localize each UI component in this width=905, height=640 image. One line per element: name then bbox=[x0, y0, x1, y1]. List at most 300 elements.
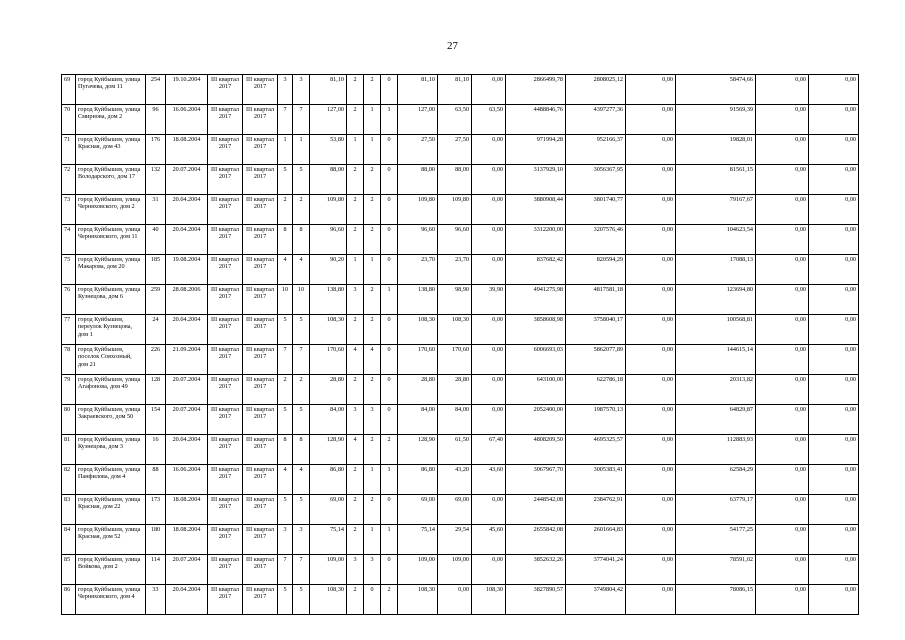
table-cell: III квартал 2017 bbox=[243, 525, 278, 555]
table-cell: 3858608,98 bbox=[506, 315, 566, 345]
housing-registry-table bbox=[61, 74, 859, 615]
table-cell: III квартал 2017 bbox=[208, 585, 243, 615]
table-cell: 20.04.2004 bbox=[166, 315, 208, 345]
table-cell: 2 bbox=[364, 375, 381, 405]
table-cell: 84,00 bbox=[438, 405, 472, 435]
table-cell: 2 bbox=[347, 75, 364, 105]
table-cell: 3 bbox=[347, 405, 364, 435]
table-cell: 0,00 bbox=[809, 555, 859, 585]
table-cell: 259 bbox=[146, 285, 166, 315]
table-cell: 83 bbox=[62, 495, 76, 525]
table-cell: 8 bbox=[293, 225, 310, 255]
table-cell: 86,80 bbox=[398, 465, 438, 495]
table-cell: 0,00 bbox=[809, 375, 859, 405]
table-cell: 0,00 bbox=[809, 195, 859, 225]
table-cell: 43,20 bbox=[438, 465, 472, 495]
table-cell: 0 bbox=[381, 75, 398, 105]
table-cell: 0,00 bbox=[809, 135, 859, 165]
table-cell: 0,00 bbox=[472, 555, 506, 585]
table-cell: 0,00 bbox=[472, 495, 506, 525]
table-cell: 0,00 bbox=[756, 285, 809, 315]
table-cell: 2 bbox=[347, 105, 364, 135]
table-cell: 1 bbox=[278, 135, 293, 165]
table-cell: 3137929,10 bbox=[506, 165, 566, 195]
table-cell: 0,00 bbox=[756, 345, 809, 375]
table-cell: 3 bbox=[364, 405, 381, 435]
table-cell: 69,00 bbox=[438, 495, 472, 525]
table-row bbox=[62, 135, 859, 165]
address-cell: город Куйбышев, улица Кузнецова, дом 6 bbox=[76, 285, 146, 315]
table-row bbox=[62, 105, 859, 135]
table-cell: 81,10 bbox=[438, 75, 472, 105]
table-cell: 77 bbox=[62, 315, 76, 345]
table-cell: 1 bbox=[381, 525, 398, 555]
table-cell: 109,00 bbox=[398, 555, 438, 585]
table-cell: III квартал 2017 bbox=[243, 465, 278, 495]
table-cell: 0,00 bbox=[756, 105, 809, 135]
table-cell: 128 bbox=[146, 375, 166, 405]
table-cell: 820594,29 bbox=[566, 255, 626, 285]
table-row bbox=[62, 435, 859, 465]
table-cell: 20.04.2004 bbox=[166, 435, 208, 465]
table-cell: 73 bbox=[62, 195, 76, 225]
table-cell: 4817581,18 bbox=[566, 285, 626, 315]
table-cell: 123694,80 bbox=[676, 285, 756, 315]
table-cell: 176 bbox=[146, 135, 166, 165]
table-cell: 75 bbox=[62, 255, 76, 285]
table-cell: 39,90 bbox=[472, 285, 506, 315]
address-cell: город Куйбышев, улица Красная, дом 22 bbox=[76, 495, 146, 525]
table-cell: 132 bbox=[146, 165, 166, 195]
table-cell: 971994,28 bbox=[506, 135, 566, 165]
table-cell: 69 bbox=[62, 75, 76, 105]
table-cell: 90,20 bbox=[310, 255, 347, 285]
table-cell: 84,00 bbox=[398, 405, 438, 435]
table-cell: 3 bbox=[278, 75, 293, 105]
table-cell: 18.08.2004 bbox=[166, 525, 208, 555]
table-cell: 40 bbox=[146, 225, 166, 255]
table-cell: 3 bbox=[347, 285, 364, 315]
table-cell: 19.10.2004 bbox=[166, 75, 208, 105]
table-cell: 0,00 bbox=[626, 495, 676, 525]
table-cell: 7 bbox=[293, 555, 310, 585]
table-cell: 4488846,76 bbox=[506, 105, 566, 135]
table-cell: 0,00 bbox=[472, 345, 506, 375]
table-cell: 5 bbox=[278, 165, 293, 195]
table-cell: 21.09.2004 bbox=[166, 345, 208, 375]
table-cell: 952166,37 bbox=[566, 135, 626, 165]
table-cell: 8 bbox=[278, 435, 293, 465]
table-cell: 0,00 bbox=[756, 75, 809, 105]
table-cell: III квартал 2017 bbox=[243, 315, 278, 345]
table-row bbox=[62, 525, 859, 555]
table-cell: 84,00 bbox=[310, 405, 347, 435]
address-cell: город Куйбышев, улица Агафонова, дом 49 bbox=[76, 375, 146, 405]
address-cell: город Куйбышев, улица Черняховского, дом 2 bbox=[76, 195, 146, 225]
table-row bbox=[62, 465, 859, 495]
table-cell: 128,90 bbox=[310, 435, 347, 465]
table-cell: 4 bbox=[278, 465, 293, 495]
table-cell: 76 bbox=[62, 285, 76, 315]
table-cell: 1 bbox=[364, 465, 381, 495]
table-cell: 16.06.2004 bbox=[166, 105, 208, 135]
table-cell: 2 bbox=[278, 375, 293, 405]
table-cell: 0 bbox=[381, 495, 398, 525]
table-cell: 69,00 bbox=[398, 495, 438, 525]
table-cell: 96,60 bbox=[310, 225, 347, 255]
table-cell: 170,60 bbox=[310, 345, 347, 375]
table-cell: 4941275,98 bbox=[506, 285, 566, 315]
address-cell: город Куйбышев, улица Черняховского, дом 11 bbox=[76, 225, 146, 255]
table-cell: 2866499,78 bbox=[506, 75, 566, 105]
table-cell: 18.08.2004 bbox=[166, 495, 208, 525]
table-cell: 0,00 bbox=[809, 465, 859, 495]
table-cell: 0 bbox=[381, 405, 398, 435]
table-cell: 0 bbox=[381, 315, 398, 345]
table-cell: 154 bbox=[146, 405, 166, 435]
table-cell: 109,80 bbox=[310, 195, 347, 225]
table-row bbox=[62, 195, 859, 225]
table-cell: 3207576,46 bbox=[566, 225, 626, 255]
table-cell: 20313,82 bbox=[676, 375, 756, 405]
table-cell: 0,00 bbox=[626, 345, 676, 375]
table-cell: 2 bbox=[364, 315, 381, 345]
table-cell: 108,30 bbox=[398, 585, 438, 615]
table-cell: 138,80 bbox=[398, 285, 438, 315]
table-cell: 0,00 bbox=[472, 165, 506, 195]
table-cell: 0,00 bbox=[756, 165, 809, 195]
table-cell: 4808209,50 bbox=[506, 435, 566, 465]
table-cell: 53,80 bbox=[310, 135, 347, 165]
table-cell: 3 bbox=[293, 75, 310, 105]
table-cell: 1 bbox=[381, 285, 398, 315]
table-cell: III квартал 2017 bbox=[243, 375, 278, 405]
table-cell: 254 bbox=[146, 75, 166, 105]
table-cell: 0,00 bbox=[756, 555, 809, 585]
table-cell: 114 bbox=[146, 555, 166, 585]
table-cell: 2 bbox=[364, 75, 381, 105]
table-cell: 3 bbox=[293, 525, 310, 555]
table-cell: III квартал 2017 bbox=[208, 495, 243, 525]
table-cell: III квартал 2017 bbox=[243, 555, 278, 585]
table-cell: 96 bbox=[146, 105, 166, 135]
table-cell: 0 bbox=[381, 255, 398, 285]
table-cell: III квартал 2017 bbox=[243, 105, 278, 135]
table-cell: 79 bbox=[62, 375, 76, 405]
table-cell: 0,00 bbox=[626, 585, 676, 615]
table-cell: 86,80 bbox=[310, 465, 347, 495]
table-cell: 1 bbox=[364, 255, 381, 285]
table-cell: III квартал 2017 bbox=[243, 195, 278, 225]
table-cell: III квартал 2017 bbox=[208, 255, 243, 285]
table-cell: 0,00 bbox=[809, 585, 859, 615]
table-cell: 3 bbox=[364, 555, 381, 585]
table-cell: 1987570,13 bbox=[566, 405, 626, 435]
table-cell: III квартал 2017 bbox=[208, 435, 243, 465]
table-cell: 2 bbox=[364, 225, 381, 255]
table-cell: 0,00 bbox=[756, 495, 809, 525]
table-cell: 0,00 bbox=[756, 225, 809, 255]
table-cell: 3 bbox=[278, 525, 293, 555]
table-cell: 81 bbox=[62, 435, 76, 465]
table-cell: 4 bbox=[293, 465, 310, 495]
table-cell: 2 bbox=[364, 285, 381, 315]
table-cell: 128,90 bbox=[398, 435, 438, 465]
table-cell: 2 bbox=[347, 315, 364, 345]
table-cell: 0,00 bbox=[626, 165, 676, 195]
table-cell: 75,14 bbox=[310, 525, 347, 555]
table-cell: 1 bbox=[347, 135, 364, 165]
table-cell: 0,00 bbox=[809, 315, 859, 345]
table-cell: 109,80 bbox=[398, 195, 438, 225]
address-cell: город Куйбышев, улица Володарского, дом 17 bbox=[76, 165, 146, 195]
table-cell: 2 bbox=[381, 585, 398, 615]
table-cell: 5 bbox=[278, 585, 293, 615]
table-cell: III квартал 2017 bbox=[208, 375, 243, 405]
table-cell: 78086,15 bbox=[676, 585, 756, 615]
table-cell: 1 bbox=[364, 105, 381, 135]
table-cell: 5 bbox=[293, 585, 310, 615]
table-cell: 100568,81 bbox=[676, 315, 756, 345]
table-cell: 5 bbox=[293, 165, 310, 195]
table-cell: 5862077,89 bbox=[566, 345, 626, 375]
table-cell: 3067967,70 bbox=[506, 465, 566, 495]
address-cell: город Куйбышев, улица Пугачева, дом 11 bbox=[76, 75, 146, 105]
table-cell: 5 bbox=[278, 315, 293, 345]
table-cell: 0,00 bbox=[626, 315, 676, 345]
table-cell: 0,00 bbox=[756, 315, 809, 345]
table-cell: III квартал 2017 bbox=[243, 165, 278, 195]
table-cell: 0,00 bbox=[809, 165, 859, 195]
table-cell: 108,30 bbox=[398, 315, 438, 345]
table-row bbox=[62, 225, 859, 255]
table-cell: III квартал 2017 bbox=[243, 135, 278, 165]
table-cell: 0,00 bbox=[626, 195, 676, 225]
table-cell: 80 bbox=[62, 405, 76, 435]
table-row bbox=[62, 495, 859, 525]
table-cell: 0,00 bbox=[438, 585, 472, 615]
table-cell: 6006693,03 bbox=[506, 345, 566, 375]
table-cell: 85 bbox=[62, 555, 76, 585]
table-cell: 170,60 bbox=[398, 345, 438, 375]
address-cell: город Куйбышев, улица Черняховского, дом 4 bbox=[76, 585, 146, 615]
table-cell: 108,30 bbox=[472, 585, 506, 615]
table-cell: 0,00 bbox=[756, 525, 809, 555]
table-cell: III квартал 2017 bbox=[208, 225, 243, 255]
table-cell: 88,00 bbox=[310, 165, 347, 195]
table-cell: 4 bbox=[347, 345, 364, 375]
table-cell: 108,30 bbox=[310, 315, 347, 345]
table-cell: 0,00 bbox=[756, 375, 809, 405]
table-cell: 2 bbox=[347, 195, 364, 225]
table-cell: III квартал 2017 bbox=[243, 255, 278, 285]
table-cell: 70 bbox=[62, 105, 76, 135]
table-cell: 7 bbox=[293, 105, 310, 135]
table-cell: 3880908,44 bbox=[506, 195, 566, 225]
table-cell: 0 bbox=[381, 165, 398, 195]
table-cell: 3758040,17 bbox=[566, 315, 626, 345]
table-cell: 0,00 bbox=[809, 495, 859, 525]
table-cell: 4 bbox=[364, 345, 381, 375]
table-cell: 0 bbox=[381, 225, 398, 255]
table-cell: 2601664,83 bbox=[566, 525, 626, 555]
table-cell: 2 bbox=[347, 495, 364, 525]
table-cell: 23,70 bbox=[438, 255, 472, 285]
table-cell: 1 bbox=[364, 135, 381, 165]
table-cell: 4 bbox=[278, 255, 293, 285]
table-cell: 0,00 bbox=[809, 435, 859, 465]
table-row bbox=[62, 165, 859, 195]
table-cell: 24 bbox=[146, 315, 166, 345]
table-cell: 0,00 bbox=[756, 585, 809, 615]
table-cell: 0,00 bbox=[809, 285, 859, 315]
table-cell: 108,30 bbox=[438, 315, 472, 345]
table-cell: III квартал 2017 bbox=[243, 405, 278, 435]
table-cell: 98,90 bbox=[438, 285, 472, 315]
table-cell: 4397277,36 bbox=[566, 105, 626, 135]
table-row bbox=[62, 405, 859, 435]
table-row bbox=[62, 75, 859, 105]
table-cell: 2448542,08 bbox=[506, 495, 566, 525]
table-cell: 109,00 bbox=[438, 555, 472, 585]
page-number: 27 bbox=[447, 40, 458, 52]
table-cell: 2 bbox=[364, 195, 381, 225]
table-cell: III квартал 2017 bbox=[208, 285, 243, 315]
address-cell: город Куйбышев, улица Красная, дом 52 bbox=[76, 525, 146, 555]
table-cell: 1 bbox=[293, 135, 310, 165]
table-cell: 69,00 bbox=[310, 495, 347, 525]
table-cell: 3312200,00 bbox=[506, 225, 566, 255]
table-cell: 62584,29 bbox=[676, 465, 756, 495]
table-cell: 127,00 bbox=[398, 105, 438, 135]
table-cell: 28,80 bbox=[310, 375, 347, 405]
table-cell: 64829,87 bbox=[676, 405, 756, 435]
table-cell: 18.08.2004 bbox=[166, 135, 208, 165]
table-cell: 2655842,08 bbox=[506, 525, 566, 555]
table-cell: 20.07.2004 bbox=[166, 405, 208, 435]
table-cell: 112883,93 bbox=[676, 435, 756, 465]
address-cell: город Куйбышев, улица Кузнецова, дом 3 bbox=[76, 435, 146, 465]
table-cell: 79167,67 bbox=[676, 195, 756, 225]
table-cell: 2 bbox=[364, 495, 381, 525]
table-row bbox=[62, 285, 859, 315]
table-body bbox=[62, 75, 859, 615]
table-cell: 144615,14 bbox=[676, 345, 756, 375]
table-cell: 54177,25 bbox=[676, 525, 756, 555]
table-cell: 0,00 bbox=[626, 525, 676, 555]
table-cell: 1 bbox=[347, 255, 364, 285]
table-cell: 2 bbox=[293, 195, 310, 225]
table-cell: 3005383,41 bbox=[566, 465, 626, 495]
table-cell: 622786,18 bbox=[566, 375, 626, 405]
address-cell: город Куйбышев, улица Закраевского, дом 50 bbox=[76, 405, 146, 435]
table-row bbox=[62, 315, 859, 345]
table-cell: 185 bbox=[146, 255, 166, 285]
table-cell: 2 bbox=[278, 195, 293, 225]
table-cell: III квартал 2017 bbox=[208, 195, 243, 225]
table-cell: 67,40 bbox=[472, 435, 506, 465]
table-cell: 63,50 bbox=[438, 105, 472, 135]
table-cell: 81561,15 bbox=[676, 165, 756, 195]
table-cell: 2 bbox=[347, 465, 364, 495]
address-cell: город Куйбышев, улица Макарова, дом 20 bbox=[76, 255, 146, 285]
table-cell: 7 bbox=[278, 105, 293, 135]
table-cell: 2 bbox=[347, 525, 364, 555]
table-cell: 71 bbox=[62, 135, 76, 165]
table-cell: 20.04.2004 bbox=[166, 225, 208, 255]
table-cell: 0,00 bbox=[626, 375, 676, 405]
table-cell: 4 bbox=[293, 255, 310, 285]
table-cell: III квартал 2017 bbox=[208, 525, 243, 555]
address-cell: город Куйбышев, улица Войкова, дом 2 bbox=[76, 555, 146, 585]
table-cell: III квартал 2017 bbox=[208, 135, 243, 165]
table-cell: 3827890,57 bbox=[506, 585, 566, 615]
table-cell: 0,00 bbox=[472, 135, 506, 165]
table-cell: 0,00 bbox=[626, 435, 676, 465]
table-cell: 5 bbox=[293, 405, 310, 435]
table-cell: 3056367,95 bbox=[566, 165, 626, 195]
table-cell: 0,00 bbox=[626, 555, 676, 585]
address-cell: город Куйбышев, улица Смирнова, дом 2 bbox=[76, 105, 146, 135]
table-cell: III квартал 2017 bbox=[208, 405, 243, 435]
table-cell: 63,50 bbox=[472, 105, 506, 135]
address-cell: город Куйбышев, улица Панфилова, дом 4 bbox=[76, 465, 146, 495]
table-cell: 31 bbox=[146, 195, 166, 225]
table-cell: 3774041,24 bbox=[566, 555, 626, 585]
table-cell: 0,00 bbox=[809, 345, 859, 375]
table-cell: 8 bbox=[293, 435, 310, 465]
table-cell: III квартал 2017 bbox=[243, 435, 278, 465]
table-cell: 45,60 bbox=[472, 525, 506, 555]
table-cell: 2808025,12 bbox=[566, 75, 626, 105]
table-cell: 2 bbox=[364, 435, 381, 465]
table-cell: 7 bbox=[278, 555, 293, 585]
table-cell: 0,00 bbox=[809, 525, 859, 555]
table-cell: 104623,54 bbox=[676, 225, 756, 255]
table-cell: 226 bbox=[146, 345, 166, 375]
table-cell: 75,14 bbox=[398, 525, 438, 555]
table-cell: 74 bbox=[62, 225, 76, 255]
address-cell: город Куйбышев, переулок Кузнецова, дом 1 bbox=[76, 315, 146, 345]
table-cell: 17088,13 bbox=[676, 255, 756, 285]
table-cell: 0,00 bbox=[626, 105, 676, 135]
table-cell: 0 bbox=[381, 135, 398, 165]
table-cell: 180 bbox=[146, 525, 166, 555]
table-cell: 78 bbox=[62, 345, 76, 375]
table-cell: 8 bbox=[278, 225, 293, 255]
table-cell: 84 bbox=[62, 525, 76, 555]
table-cell: 0,00 bbox=[756, 255, 809, 285]
table-cell: 138,80 bbox=[310, 285, 347, 315]
table-cell: 72 bbox=[62, 165, 76, 195]
table-cell: 96,60 bbox=[438, 225, 472, 255]
table-cell: 16.06.2004 bbox=[166, 465, 208, 495]
table-cell: 0,00 bbox=[756, 405, 809, 435]
table-cell: 33 bbox=[146, 585, 166, 615]
table-cell: 81,10 bbox=[310, 75, 347, 105]
table-cell: 28,80 bbox=[438, 375, 472, 405]
table-cell: 10 bbox=[278, 285, 293, 315]
table-cell: 0 bbox=[381, 375, 398, 405]
table-cell: 43,60 bbox=[472, 465, 506, 495]
table-cell: 0,00 bbox=[626, 75, 676, 105]
table-cell: 4695325,57 bbox=[566, 435, 626, 465]
table-cell: 0 bbox=[364, 585, 381, 615]
table-cell: 1 bbox=[381, 105, 398, 135]
table-cell: 19828,01 bbox=[676, 135, 756, 165]
table-cell: III квартал 2017 bbox=[208, 315, 243, 345]
table-cell: 170,60 bbox=[438, 345, 472, 375]
